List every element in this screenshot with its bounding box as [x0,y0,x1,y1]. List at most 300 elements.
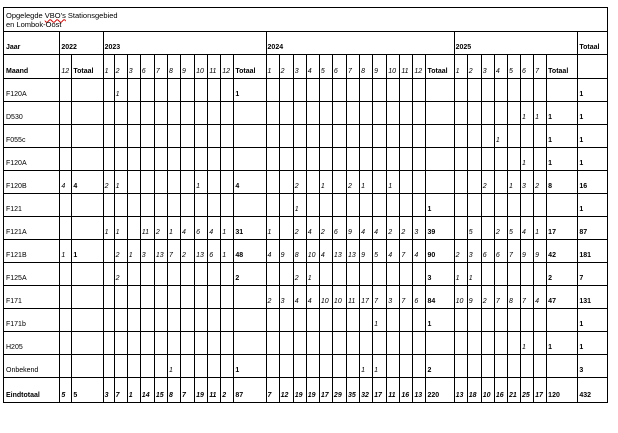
value-cell [521,263,534,286]
value-cell: 7 [114,378,127,403]
row-label: F121 [4,194,60,217]
row-label: H205 [4,332,60,355]
value-cell [347,194,360,217]
month-cell: 5 [319,55,332,79]
value-cell [208,194,221,217]
value-cell: 1 [114,79,127,102]
value-cell [208,79,221,102]
value-cell [413,148,426,171]
value-cell [387,148,400,171]
value-cell [373,102,387,125]
value-cell: 14 [140,378,154,403]
value-cell [413,263,426,286]
value-cell [494,102,507,125]
value-cell [360,194,373,217]
month-cell: 3 [481,55,494,79]
value-cell [306,79,319,102]
value-cell [481,79,494,102]
value-cell [521,125,534,148]
value-cell: 1 [534,102,547,125]
row-label: F121A [4,217,60,240]
value-cell [347,332,360,355]
value-cell [221,355,234,378]
value-cell: 1 [387,171,400,194]
row-label: F125A [4,263,60,286]
value-cell: 4 [293,286,306,309]
value-cell [454,194,467,217]
value-cell: 5 [373,240,387,263]
value-cell [454,148,467,171]
value-cell [167,309,180,332]
value-cell [507,309,520,332]
value-cell [293,102,306,125]
total-cell: 1 [578,148,608,171]
month-cell: 7 [534,55,547,79]
total-cell: 47 [547,286,578,309]
table-row [4,355,608,378]
value-cell: 2 [293,263,306,286]
value-cell: 2 [114,240,127,263]
value-cell: 1 [60,240,72,263]
value-cell: 4 [181,217,195,240]
value-cell: 5 [507,217,520,240]
value-cell [481,263,494,286]
value-cell: 2 [181,240,195,263]
total-cell [426,79,454,102]
value-cell [60,194,72,217]
value-cell [373,332,387,355]
value-cell [154,148,167,171]
value-cell: 2 [154,217,167,240]
year-total-header: Totaal [234,55,266,79]
value-cell [279,148,293,171]
value-cell [413,171,426,194]
value-cell: 10 [319,286,332,309]
month-cell: 4 [306,55,319,79]
value-cell: 16 [494,378,507,403]
value-cell [114,125,127,148]
total-cell [547,309,578,332]
value-cell [400,332,413,355]
value-cell [195,102,208,125]
value-cell [494,309,507,332]
value-cell [140,79,154,102]
value-cell: 1 [534,217,547,240]
total-cell [234,148,266,171]
total-cell [547,194,578,217]
value-cell [167,79,180,102]
value-cell: 12 [279,378,293,403]
row-label: F171b [4,309,60,332]
table-row [4,125,608,148]
total-cell: 90 [426,240,454,263]
value-cell [454,309,467,332]
value-cell [167,263,180,286]
value-cell: 9 [347,217,360,240]
value-cell: 2 [114,263,127,286]
value-cell [454,355,467,378]
value-cell [360,332,373,355]
value-cell [360,102,373,125]
value-cell: 4 [360,217,373,240]
value-cell [266,194,279,217]
value-cell: 17 [373,378,387,403]
value-cell [387,263,400,286]
value-cell: 3 [387,286,400,309]
value-cell [306,125,319,148]
total-cell [426,125,454,148]
value-cell [195,148,208,171]
value-cell: 21 [507,378,520,403]
value-cell [60,332,72,355]
table-row [4,148,608,171]
value-cell [454,102,467,125]
value-cell [167,102,180,125]
value-cell: 4 [413,240,426,263]
total-cell: 2 [426,355,454,378]
total-cell: 181 [578,240,608,263]
value-cell [60,125,72,148]
value-cell [208,125,221,148]
value-cell [140,148,154,171]
value-cell [140,102,154,125]
value-cell [387,332,400,355]
value-cell [140,355,154,378]
value-cell: 8 [167,378,180,403]
total-cell: 1 [426,309,454,332]
total-cell: 1 [547,102,578,125]
value-cell: 13 [195,240,208,263]
value-cell [373,79,387,102]
total-cell: 2 [547,263,578,286]
value-cell [114,355,127,378]
value-cell [60,102,72,125]
value-cell: 29 [332,378,346,403]
value-cell [60,148,72,171]
month-cell: 9 [181,55,195,79]
value-cell [208,263,221,286]
value-cell [140,263,154,286]
value-cell: 2 [221,378,234,403]
value-cell [332,194,346,217]
value-cell [279,102,293,125]
value-cell: 7 [400,286,413,309]
total-cell [72,148,103,171]
total-cell [426,102,454,125]
value-cell [154,263,167,286]
table-row [4,194,608,217]
value-cell [306,355,319,378]
total-cell: 1 [547,148,578,171]
value-cell [181,148,195,171]
month-cell: 12 [60,55,72,79]
value-cell: 10 [332,286,346,309]
value-cell [467,79,481,102]
month-cell: 7 [154,55,167,79]
value-cell [319,309,332,332]
value-cell [279,217,293,240]
value-cell [154,102,167,125]
value-cell [400,263,413,286]
value-cell [467,125,481,148]
value-cell [319,355,332,378]
value-cell [221,309,234,332]
value-cell [494,263,507,286]
value-cell [306,171,319,194]
table-row [4,79,608,102]
value-cell: 17 [534,378,547,403]
total-cell: 1 [578,194,608,217]
value-cell [319,332,332,355]
value-cell [293,309,306,332]
value-cell [167,194,180,217]
value-cell [266,309,279,332]
value-cell: 4 [534,286,547,309]
value-cell [114,332,127,355]
total-cell [234,194,266,217]
value-cell: 2 [387,217,400,240]
value-cell [319,125,332,148]
value-cell [127,309,140,332]
value-cell [413,309,426,332]
value-cell: 13 [413,378,426,403]
value-cell [154,171,167,194]
value-cell: 9 [534,240,547,263]
value-cell [347,125,360,148]
value-cell [221,286,234,309]
value-cell [387,355,400,378]
value-cell [208,355,221,378]
value-cell: 4 [306,217,319,240]
value-cell: 1 [293,194,306,217]
total-cell [72,286,103,309]
table-row [4,240,608,263]
value-cell: 18 [467,378,481,403]
month-cell: 7 [347,55,360,79]
value-cell: 4 [319,240,332,263]
value-cell [360,263,373,286]
value-cell [60,79,72,102]
value-cell [454,332,467,355]
value-cell [114,148,127,171]
value-cell: 19 [306,378,319,403]
month-cell: 8 [360,55,373,79]
value-cell [266,171,279,194]
value-cell: 1 [266,217,279,240]
value-cell: 7 [494,286,507,309]
value-cell [221,194,234,217]
value-cell [127,171,140,194]
table-row [4,102,608,125]
value-cell: 1 [127,240,140,263]
value-cell [507,125,520,148]
month-cell: 2 [114,55,127,79]
value-cell [534,125,547,148]
value-cell [534,194,547,217]
value-cell: 1 [521,148,534,171]
value-cell [266,332,279,355]
year-total-header: Totaal [72,55,103,79]
value-cell [266,79,279,102]
value-cell [208,102,221,125]
value-cell [347,79,360,102]
value-cell [221,79,234,102]
value-cell: 6 [208,240,221,263]
value-cell [103,102,114,125]
year-2024: 2024 [266,32,454,55]
value-cell [534,79,547,102]
value-cell [221,148,234,171]
value-cell [400,148,413,171]
value-cell [400,194,413,217]
value-cell: 32 [360,378,373,403]
total-cell [72,125,103,148]
value-cell [127,355,140,378]
value-cell [266,148,279,171]
total-cell: 1 [234,355,266,378]
row-label: F120A [4,148,60,171]
value-cell [140,332,154,355]
value-cell: 3 [413,217,426,240]
value-cell [127,102,140,125]
total-cell: 131 [578,286,608,309]
value-cell [467,332,481,355]
table-title [4,8,608,32]
value-cell [103,148,114,171]
value-cell: 17 [319,378,332,403]
value-cell: 1 [221,240,234,263]
value-cell [140,286,154,309]
value-cell [332,171,346,194]
value-cell: 3 [103,378,114,403]
value-cell [332,309,346,332]
value-cell [167,125,180,148]
value-cell: 1 [373,309,387,332]
row-label: Eindtotaal [4,378,60,403]
value-cell: 10 [481,378,494,403]
value-cell [154,125,167,148]
value-cell [400,102,413,125]
value-cell: 13 [332,240,346,263]
grand-total-row [4,378,608,403]
value-cell [347,263,360,286]
total-cell [234,102,266,125]
total-cell [234,286,266,309]
total-cell: 4 [234,171,266,194]
month-cell: 10 [195,55,208,79]
value-cell: 17 [360,286,373,309]
value-cell [279,263,293,286]
value-cell [103,240,114,263]
value-cell [60,309,72,332]
total-cell: 48 [234,240,266,263]
total-cell: 8 [547,171,578,194]
month-cell: 12 [413,55,426,79]
value-cell [221,332,234,355]
year-header-row [4,32,608,55]
value-cell [507,355,520,378]
value-cell [332,125,346,148]
value-cell [319,263,332,286]
month-cell: 3 [127,55,140,79]
value-cell [154,286,167,309]
total-cell: 1 [578,79,608,102]
value-cell: 1 [454,263,467,286]
value-cell: 2 [534,171,547,194]
value-cell [154,194,167,217]
value-cell [534,148,547,171]
value-cell [195,194,208,217]
total-cell: 1 [547,125,578,148]
value-cell [481,194,494,217]
value-cell: 9 [467,286,481,309]
value-cell [195,263,208,286]
value-cell [387,79,400,102]
value-cell: 2 [481,171,494,194]
value-cell [360,148,373,171]
value-cell [60,355,72,378]
value-cell [373,194,387,217]
value-cell [103,309,114,332]
value-cell [279,79,293,102]
value-cell [181,194,195,217]
value-cell [534,332,547,355]
value-cell [467,171,481,194]
value-cell [114,102,127,125]
value-cell [454,125,467,148]
value-cell: 35 [347,378,360,403]
value-cell [507,194,520,217]
value-cell: 11 [140,217,154,240]
title-line-1: Opgelegde VBO's Stationsgebied [6,10,118,20]
total-cell: 5 [72,378,103,403]
value-cell [279,309,293,332]
value-cell [507,102,520,125]
value-cell: 7 [521,286,534,309]
value-cell [494,355,507,378]
value-cell: 2 [347,171,360,194]
total-cell [72,332,103,355]
value-cell [195,332,208,355]
value-cell [494,148,507,171]
value-cell [306,332,319,355]
grand-total-header: Totaal [578,32,608,55]
month-cell: 12 [221,55,234,79]
year-label: Jaar [4,32,60,55]
value-cell: 1 [114,171,127,194]
value-cell [181,79,195,102]
value-cell: 1 [167,355,180,378]
value-cell [400,309,413,332]
month-cell: 10 [387,55,400,79]
row-label: F171 [4,286,60,309]
value-cell [208,171,221,194]
year-2022: 2022 [60,32,103,55]
value-cell [332,102,346,125]
value-cell [347,355,360,378]
value-cell: 6 [332,217,346,240]
value-cell [467,355,481,378]
value-cell [279,355,293,378]
value-cell: 7 [167,240,180,263]
value-cell [306,102,319,125]
total-cell [72,355,103,378]
table-row [4,217,608,240]
title-line-2: en Lombok-Oost [6,19,62,29]
value-cell [114,286,127,309]
value-cell: 7 [373,286,387,309]
spellcheck-word: VBO's [44,10,66,20]
